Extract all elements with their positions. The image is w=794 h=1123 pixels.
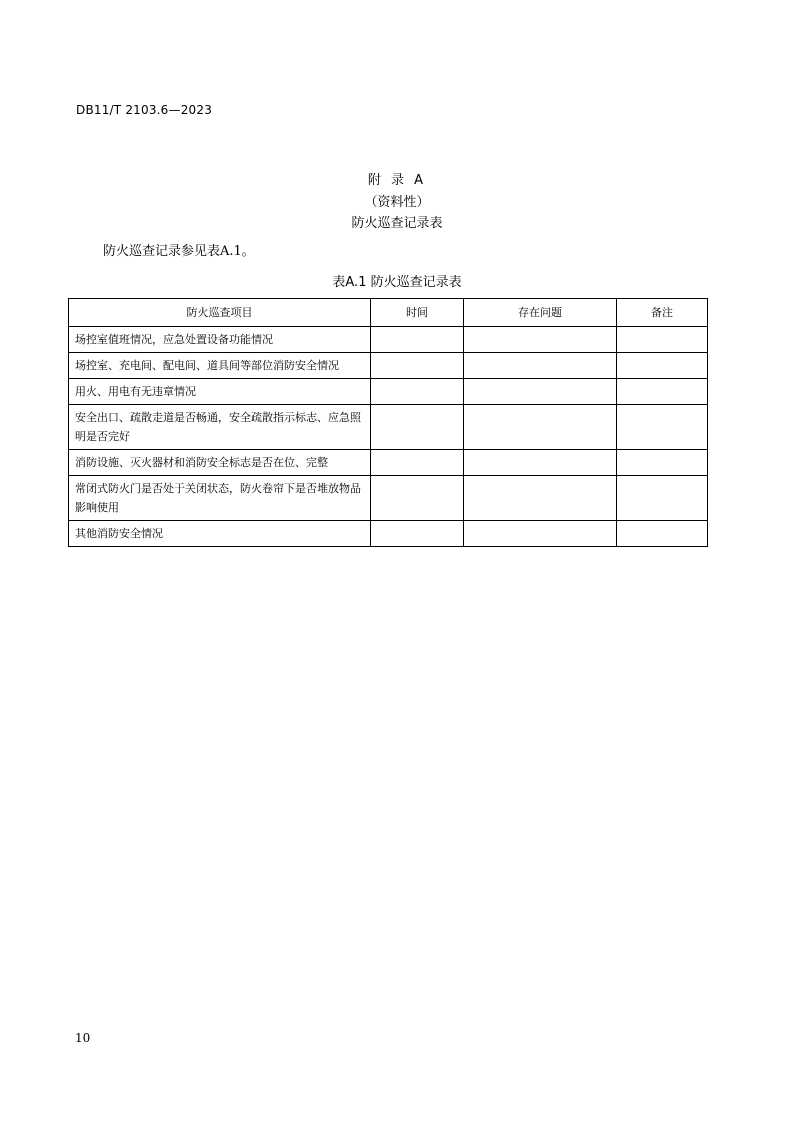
row-remark-cell <box>617 353 708 379</box>
table-row <box>69 476 708 521</box>
fire-patrol-record-table <box>68 298 708 547</box>
row-remark-cell <box>617 327 708 353</box>
row-time-cell <box>371 476 464 521</box>
row-time-cell <box>371 405 464 450</box>
row-problem-cell <box>464 450 617 476</box>
row-remark-cell <box>617 521 708 547</box>
table-header-row <box>69 299 708 327</box>
row-item-cell: 其他消防安全情况 <box>69 521 371 547</box>
row-problem-cell <box>464 379 617 405</box>
table-row <box>69 327 708 353</box>
row-item-cell: 用火、用电有无违章情况 <box>69 379 371 405</box>
annex-title: 防火巡查记录表 <box>351 216 443 231</box>
page-number: 10 <box>75 1031 91 1045</box>
row-time-cell <box>371 379 464 405</box>
document-code: DB11/T 2103.6—2023 <box>76 103 213 117</box>
row-problem-cell <box>464 353 617 379</box>
column-header-problem: 存在问题 <box>464 299 617 327</box>
row-remark-cell <box>617 476 708 521</box>
row-item-cell: 常闭式防火门是否处于关闭状态，防火卷帘下是否堆放物品影响使用 <box>69 476 371 521</box>
row-item-cell: 场控室值班情况，应急处置设备功能情况 <box>69 327 371 353</box>
table-row <box>69 379 708 405</box>
row-problem-cell <box>464 521 617 547</box>
row-remark-cell <box>617 379 708 405</box>
column-header-item: 防火巡查项目 <box>69 299 371 327</box>
column-header-remark: 备注 <box>617 299 708 327</box>
row-time-cell <box>371 450 464 476</box>
row-item-cell: 场控室、充电间、配电间、道具间等部位消防安全情况 <box>69 353 371 379</box>
column-header-time: 时间 <box>371 299 464 327</box>
row-item-cell: 安全出口、疏散走道是否畅通，安全疏散指示标志、应急照明是否完好 <box>69 405 371 450</box>
table-row <box>69 450 708 476</box>
row-remark-cell <box>617 450 708 476</box>
annex-label: 附 录 A <box>367 173 427 188</box>
row-time-cell <box>371 521 464 547</box>
row-remark-cell <box>617 405 708 450</box>
row-problem-cell <box>464 327 617 353</box>
row-problem-cell <box>464 476 617 521</box>
row-time-cell <box>371 327 464 353</box>
table-caption: 表A.1 防火巡查记录表 <box>332 275 462 290</box>
table-row <box>69 405 708 450</box>
table-row <box>69 353 708 379</box>
row-item-cell: 消防设施、灭火器材和消防安全标志是否在位、完整 <box>69 450 371 476</box>
intro-paragraph: 防火巡查记录参见表A.1。 <box>103 244 255 259</box>
table-row <box>69 521 708 547</box>
annex-nature: （资料性） <box>364 195 430 210</box>
row-problem-cell <box>464 405 617 450</box>
row-time-cell <box>371 353 464 379</box>
